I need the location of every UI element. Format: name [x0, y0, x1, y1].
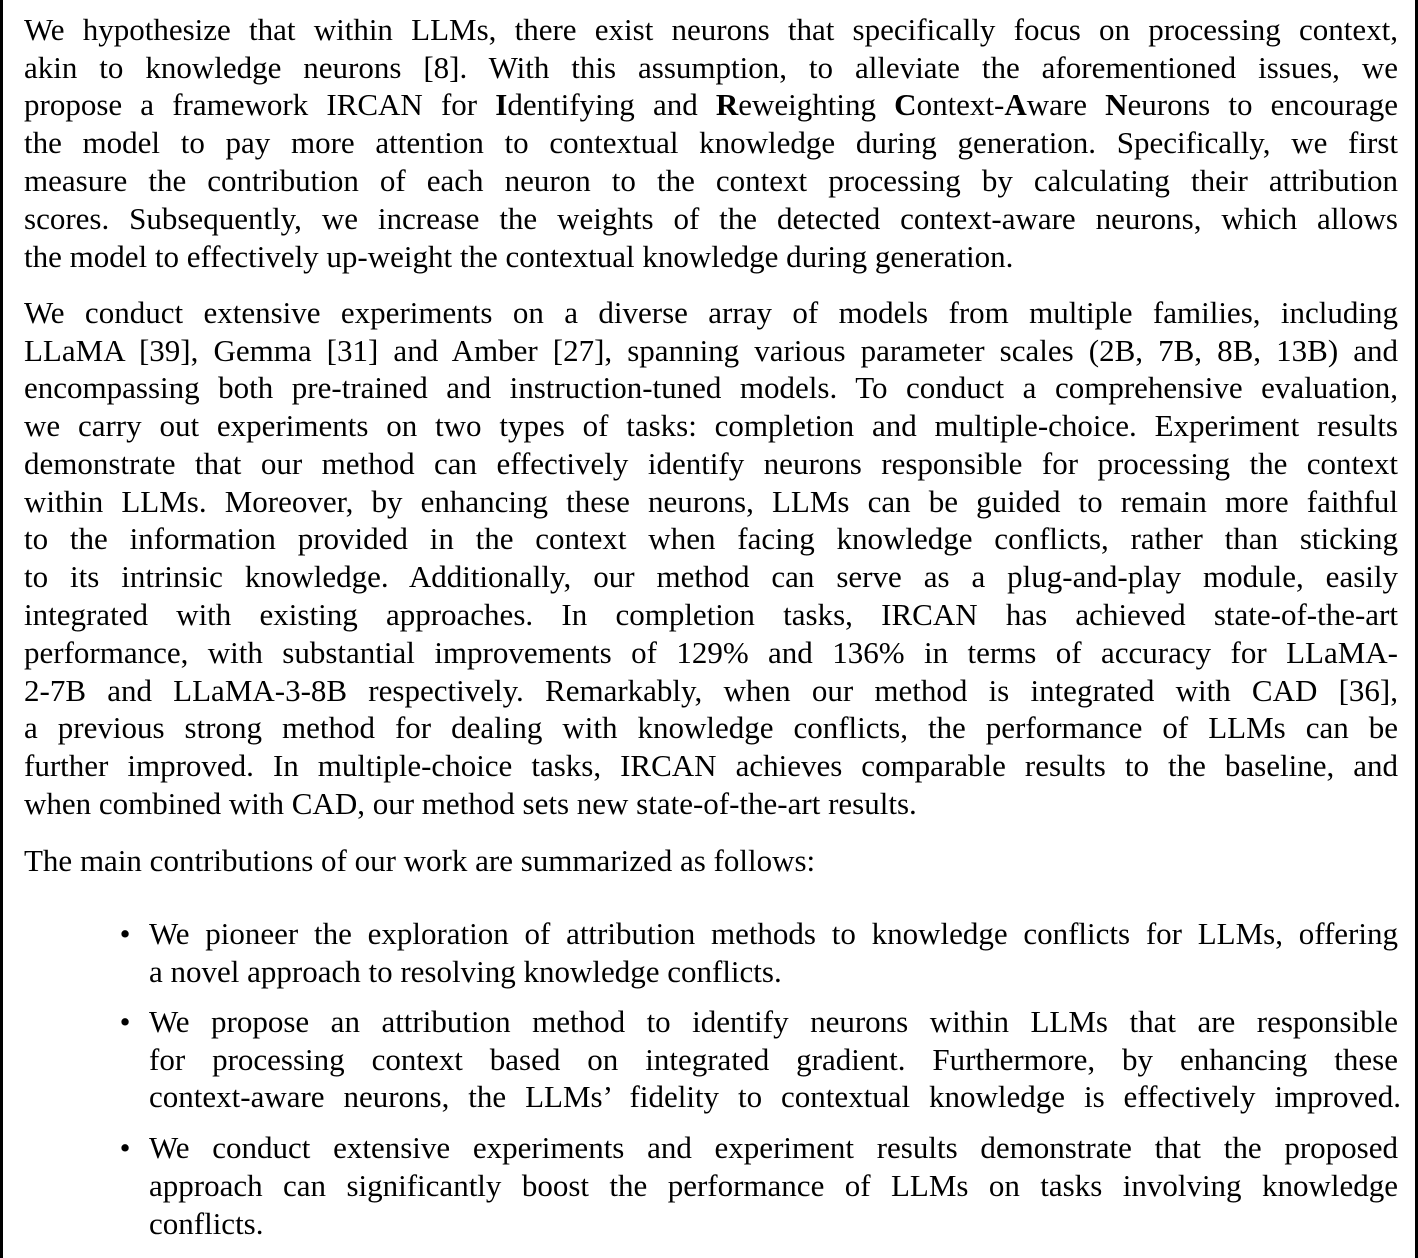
text-line: for processing context based on integrated gradient. Furthermore, by enhancing these	[149, 1042, 1398, 1077]
acronym-letter: A	[1004, 87, 1027, 122]
text-line: scores. Subsequently, we increase the weights of the detected context-aware neurons, which allows	[24, 201, 1398, 236]
text-line: 2-7B and LLaMA-3-8B respectively. Remarkably, when our method is integrated with CAD [36],	[24, 673, 1398, 708]
text-line: the model to pay more attention to contextual knowledge during generation. Specifically, we first	[24, 125, 1398, 160]
text-span: propose a framework IRCAN for	[24, 87, 496, 122]
text-line: approach can significantly boost the performance of LLMs on tasks involving knowledge	[149, 1168, 1398, 1203]
bullet-icon: •	[119, 1004, 131, 1039]
text-span: ware	[1026, 87, 1106, 122]
text-line: LLaMA [39], Gemma [31] and Amber [27], spanning various parameter scales (2B, 7B, 8B, 13B) and	[24, 333, 1398, 368]
acronym-line	[24, 86, 1398, 124]
text-line: we carry out experiments on two types of tasks: completion and multiple-choice. Experiment results	[24, 408, 1398, 443]
text-line: We conduct extensive experiments and experiment results demonstrate that the proposed	[149, 1130, 1398, 1165]
text-line: encompassing both pre-trained and instruction-tuned models. To conduct a comprehensive evaluation,	[24, 370, 1398, 405]
text-line: conflicts.	[149, 1206, 264, 1241]
text-line: performance, with substantial improvements of 129% and 136% in terms of accuracy for LLaMA-	[24, 635, 1398, 670]
text-line: within LLMs. Moreover, by enhancing these neurons, LLMs can be guided to remain more faithful	[24, 484, 1398, 519]
text-line: We conduct extensive experiments on a diverse array of models from multiple families, including	[24, 295, 1398, 330]
text-line: demonstrate that our method can effectively identify neurons responsible for processing the context	[24, 446, 1398, 481]
bullet-icon: •	[119, 916, 131, 951]
text-line: a novel approach to resolving knowledge conflicts.	[149, 954, 782, 989]
acronym-letter: N	[1105, 87, 1128, 122]
text-line: akin to knowledge neurons [8]. With this assumption, to alleviate the aforementioned issues, we	[24, 50, 1398, 85]
text-line: the model to effectively up-weight the contextual knowledge during generation.	[24, 239, 1014, 274]
text-line: when combined with CAD, our method sets new state-of-the-art results.	[24, 786, 917, 821]
acronym-letter: C	[894, 87, 917, 122]
text-line: We hypothesize that within LLMs, there exist neurons that specifically focus on processing context,	[24, 12, 1398, 47]
text-line: We propose an attribution method to identify neurons within LLMs that are responsible	[149, 1004, 1398, 1039]
text-span: eurons to encourage	[1127, 87, 1398, 122]
contributions-intro: The main contributions of our work are summarized as follows:	[24, 843, 816, 878]
text-line: a previous strong method for dealing with knowledge conflicts, the performance of LLMs can be	[24, 710, 1398, 745]
text-line: measure the contribution of each neuron to the context processing by calculating their attribution	[24, 163, 1398, 198]
text-line: to its intrinsic knowledge. Additionally, our method can serve as a plug-and-play module, easily	[24, 559, 1398, 594]
acronym-letter: I	[495, 87, 508, 122]
bullet-icon: •	[119, 1130, 131, 1165]
text-span: ontext-	[916, 87, 1005, 122]
text-span: dentifying and	[507, 87, 716, 122]
text-line: context-aware neurons, the LLMs’ fidelity to contextual knowledge is effectively improved.	[149, 1079, 1401, 1114]
text-line: integrated with existing approaches. In completion tasks, IRCAN has achieved state-of-the-art	[24, 597, 1398, 632]
text-line: further improved. In multiple-choice tasks, IRCAN achieves comparable results to the baseline, and	[24, 748, 1398, 783]
text-line: We pioneer the exploration of attribution methods to knowledge conflicts for LLMs, offering	[149, 916, 1398, 951]
text-span: eweighting	[738, 87, 895, 122]
text-line: to the information provided in the context when facing knowledge conflicts, rather than sticking	[24, 521, 1398, 556]
acronym-letter: R	[715, 87, 739, 122]
